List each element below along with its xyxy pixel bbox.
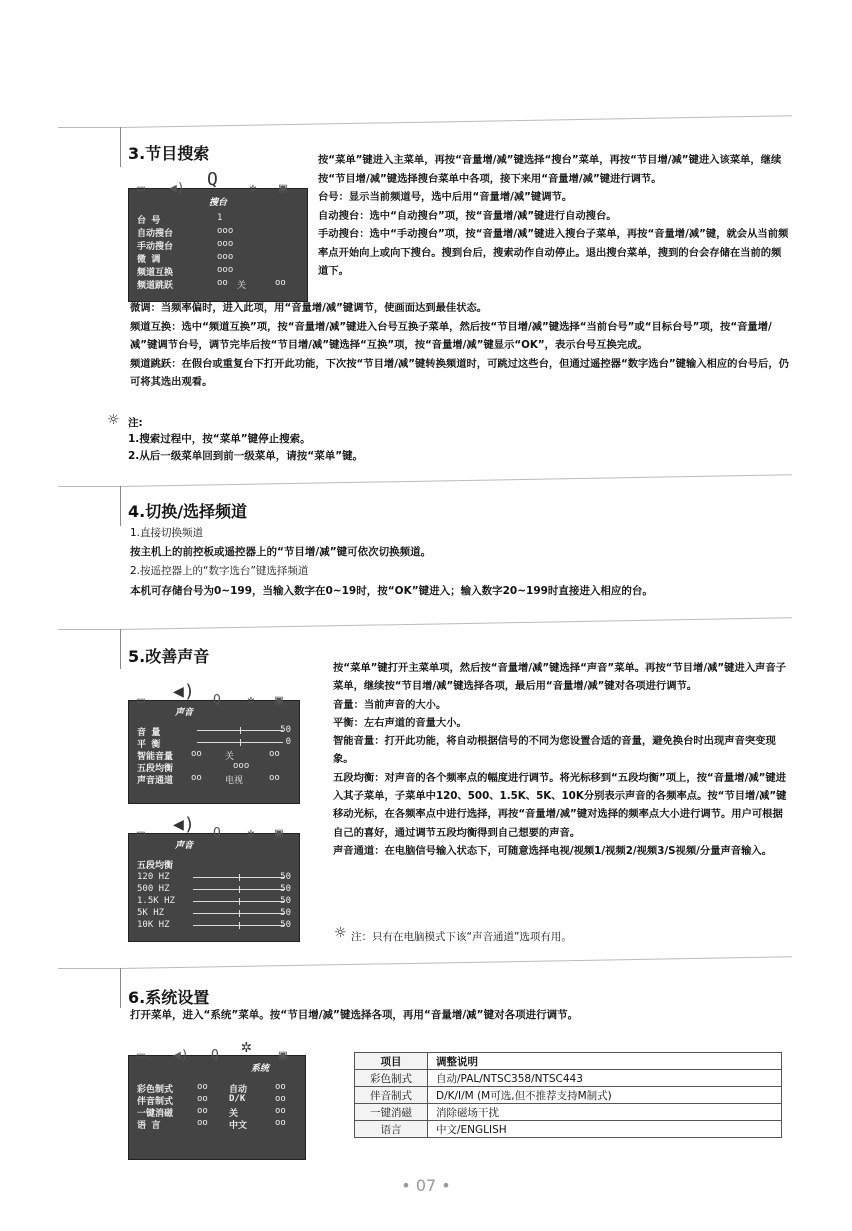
lightbulb-icon: ☼ [334,925,347,941]
menu-row-label: 微 调 [137,255,161,265]
menu-row-value: 关 [237,281,247,291]
menu-row-value: ooo [217,226,234,236]
menu-row [137,896,293,907]
paragraph-text: ：左右声道的音量大小。 [353,716,467,729]
menu-row [137,884,293,895]
paragraph-term: 微调 [130,302,151,314]
menu-row-value: 0 [285,737,291,747]
menu-row-value: oo [275,278,286,288]
menu-row-label: 语 言 [137,1121,161,1131]
menu-row [137,737,293,748]
menu-row-value: oo [275,1082,286,1092]
section-divider [58,127,120,128]
menu-row-value: 50 [280,884,291,894]
table-row [355,1121,782,1138]
arrow-left-icon: oo [191,773,202,783]
search-icon: Q [207,169,218,190]
page-number: • 07 • [401,1176,451,1195]
speaker-icon: ◀) [173,681,195,702]
menu-row-value: oo [197,1094,208,1104]
search-icon: Q [213,693,221,708]
paragraph-term: 五段均衡 [333,771,375,784]
paragraph [130,318,790,355]
speaker-icon: ◀) [169,181,185,196]
paragraph [333,769,788,842]
paragraph [318,225,790,281]
menu-row-value: 关 [229,1109,239,1119]
section-divider [58,968,120,969]
table-value-cell: D/K/I/M (M可选,但不推荐支持M制式) [428,1087,782,1104]
menu-row-value: oo [275,1118,286,1128]
note-item: 1.搜索过程中，按“菜单”键停止搜索。 [128,433,311,445]
speaker-icon: ◀) [173,814,195,835]
section-title: 3.节目搜索 [128,144,210,163]
table-row [355,1087,782,1104]
speaker-icon: ◀) [173,1048,189,1063]
menu-row-value: 50 [280,920,291,930]
s5-note: 注：只有在电脑模式下该“声音通道”选项有用。 [351,931,572,943]
lightbulb-icon: ☼ [107,412,120,428]
menu-title: 声音 [175,841,194,851]
menu-row-label: 五段均衡 [137,764,174,774]
menu-row-label: 10K HZ [137,920,170,930]
search-icon: Q [211,1048,219,1063]
menu-row-value: 50 [280,908,291,918]
menu-row [137,761,293,772]
paragraph [130,355,790,392]
paragraph-text: ：选中“频道互换”项，按“音量增/减”键进入台号互换子菜单，然后按“节目增/减”键选择“当前台号”或“目标台号”项，按“音量增/减”键调节台号，调节完毕后按“节目增/减”键选择“互换”项，按“音量增/减”键显示“OK”，表示台号互换完成。 [130,320,772,351]
menu-row-value: ooo [217,252,234,262]
menu-row-value: 50 [280,896,291,906]
section-title: 6.系统设置 [128,988,210,1007]
s4-line: 按主机上的前控板或遥控器上的“节目增/减”键可依次切换频道。 [130,546,432,558]
section-divider [120,474,792,487]
s4-line: 本机可存储台号为0~199，当输入数字在0~19时，按“OK”键进入；输入数字20~199时直接进入相应的台。 [130,585,653,597]
section-tick [120,127,121,167]
menu-slider [193,889,285,890]
menu-row-label: 频道跳跃 [137,281,174,291]
paragraph-text: ：显示当前频道号，选中后用“音量增/减”键调节。 [338,191,573,203]
menu-row-label: 彩色制式 [137,1085,174,1095]
menu-row-label: 台 号 [137,216,161,226]
table-row [355,1070,782,1087]
picture-icon: ▭ [137,826,145,841]
menu-row-label: 手动搜台 [137,242,174,252]
menu-row [137,265,301,276]
menu-slider [193,913,285,914]
paragraph-text: ：当前声音的大小。 [353,698,447,711]
paragraph-term: 平衡 [333,716,354,729]
paragraph-text: ：在电脑信号输入状态下，可随意选择电视/视频1/视频2/视频3/S视频/分量声音输入。 [374,844,772,857]
menu-slider [193,877,285,878]
paragraph-term: 频道跳跃 [130,357,172,370]
paragraph [333,842,788,860]
s4-line: 2.按遥控器上的“数字选台”键选择频道 [130,565,309,577]
menu-row [137,226,301,237]
menu-row-value: ooo [233,761,250,771]
menu-row-value: 1 [217,213,223,223]
menu-row-label: 500 HZ [137,884,170,894]
table-value-cell: 中文/ENGLISH [428,1121,782,1138]
menu-row [137,725,293,736]
gear-icon: ✲ [247,693,255,708]
menu-row [137,1118,299,1129]
menu-row-label: 5K HZ [137,908,165,918]
menu-row-label: 自动搜台 [137,229,174,239]
menu-title: 声音 [175,708,194,718]
menu-row-label: 伴音制式 [137,1097,174,1107]
menu-row-value: oo [197,1082,208,1092]
menu-row-label: 平 衡 [137,740,161,750]
arrow-left-icon: oo [191,749,202,759]
paragraph-term: 声音通道 [333,844,375,857]
table-key-cell: 一键消磁 [355,1104,428,1121]
section-title: 5.改善声音 [128,647,210,666]
menu-row-label: 1.5K HZ [137,896,175,906]
menu-row-label: 智能音量 [137,752,174,762]
menu-row-value: ooo [217,239,234,249]
menu-header: 五段均衡 [137,861,174,871]
menu-row [137,749,293,760]
arrow-right-icon: oo [269,773,280,783]
table-header-cell: 项目 [355,1053,428,1070]
gear-icon: ✲ [241,1036,252,1057]
s6-intro: 打开菜单，进入“系统”菜单。按“节目增/减”键选择各项，再用“音量增/减”键对各项进行调节。 [130,1009,579,1021]
menu-row-label: 声音通道 [137,776,174,786]
menu-row-label: 120 HZ [137,872,170,882]
menu-row-value: oo [275,1094,286,1104]
equalizer-menu-osd [128,814,300,942]
menu-row-value: 电视 [225,776,244,786]
table-key-cell: 伴音制式 [355,1087,428,1104]
section-divider [58,486,120,487]
menu-row-label: 音 量 [137,728,161,738]
table-key-cell: 语言 [355,1121,428,1138]
table-value-cell: 自动/PAL/NTSC358/NTSC443 [428,1070,782,1087]
menu-title: 搜台 [209,198,228,208]
picture-icon: ▭ [137,693,145,708]
menu-row [137,920,293,931]
paragraph-text: ：打开此功能，将自动根据信号的不同为您设置合适的音量，避免换台时出现声音突变现象。 [333,735,776,766]
paragraph [318,188,790,207]
paragraph [333,696,788,714]
note-item: 2.从后一级菜单回到前一级菜单，请按“菜单”键。 [128,450,364,462]
picture-icon: ▭ [137,1048,145,1063]
menu-slider [197,742,283,743]
menu-row [137,278,301,289]
paragraph [318,207,790,226]
menu-row-value: ooo [217,265,234,275]
paragraph [318,151,790,188]
system-menu-osd [128,1036,306,1160]
section-divider [120,115,792,128]
section-tick [120,629,121,669]
table-header-row [355,1053,782,1070]
paragraph-text: 按“菜单”键进入主菜单，再按“音量增/减”键选择“搜台”菜单，再按“节目增/减”键进入该菜单，继续按“节目增/减”键选择搜台菜单中各项，接下来用“音量增/减”键进行调节。 [318,154,782,185]
menu-title: 系统 [251,1064,270,1074]
paragraph-term: 台号 [318,191,339,203]
paragraph-term: 音量 [333,698,354,711]
briefcase-icon: ▣ [279,181,287,196]
menu-row-value: 自动 [229,1085,248,1095]
paragraph [333,659,788,696]
menu-row [137,1082,299,1093]
menu-row-label: 一键消磁 [137,1109,174,1119]
paragraph-text: ：选中“自动搜台”项，按“音量增/减”键进行自动搜台。 [359,209,617,222]
gear-icon: ✲ [247,826,255,841]
section-tick [120,968,121,1008]
menu-row [137,239,301,250]
table-key-cell: 彩色制式 [355,1070,428,1087]
paragraph-text: ：在假台或重复台下打开此功能，下次按“节目增/减”键转换频道时，可跳过这些台，但通过遥控器“数字选台”键输入相应的台号后，仍可将其选出观看。 [130,357,789,388]
arrow-right-icon: oo [269,749,280,759]
search-icon: Q [213,826,221,841]
table-value-cell: 消除磁场干扰 [428,1104,782,1121]
menu-row-value: D/K [229,1094,246,1104]
menu-row-value: 50 [280,725,291,735]
menu-row-value: oo [197,1106,208,1116]
menu-row-value: 关 [225,752,235,762]
s4-line: 1.直接切换频道 [130,527,204,539]
paragraph-term: 智能音量 [333,735,375,748]
paragraph-term: 频道互换 [130,320,172,333]
paragraph-text: ：当频率偏时，进入此项，用“音量增/减”键调节，使画面达到最佳状态。 [150,302,488,314]
briefcase-icon: ▣ [275,693,283,708]
paragraph-text: 按“菜单”键打开主菜单项，然后按“音量增/减”键选择“声音”菜单。再按“节目增/减”键进入声音子菜单，继续按“节目增/减”键选择各项，最后用“音量增/减”键对各项进行调节。 [333,662,786,693]
menu-row-label: 频道互换 [137,268,174,278]
menu-row-value: oo [275,1106,286,1116]
search-menu-osd [128,169,308,302]
paragraph-text: ：对声音的各个频率点的幅度进行调节。将光标移到“五段均衡”项上，按“音量增/减”键进入其子菜单，子菜单中120、500、1.5K、5K、10K分别表示声音的各频率点。按“节目增/减”键移动光标，在各频率点中进行选择，再按“音量增/减”键对选择的频率点大小进行调节。用户可根据自己的喜好，通过调节五段均衡得到自己想要的声音。 [333,771,787,839]
section-divider [120,617,792,630]
menu-row [137,773,293,784]
menu-row-value: 中文 [229,1121,248,1131]
paragraph-term: 自动搜台 [318,209,360,222]
paragraph-text: ：选中“手动搜台”项，按“音量增/减”键进入搜台子菜单，再按“音量增/减”键，就会从当前频率点开始向上或向下搜台。搜到台后，搜索动作自动停止。退出搜台菜单，搜到的台会存储在当前的频道下。 [318,228,789,277]
menu-slider [193,901,285,902]
menu-row-value: oo [217,278,228,288]
system-settings-table [354,1052,782,1138]
menu-row [137,908,293,919]
menu-row-value: 50 [280,872,291,882]
menu-slider [197,730,283,731]
briefcase-icon: ▣ [279,1048,287,1063]
menu-row [137,213,301,224]
paragraph [333,732,788,769]
menu-row [137,872,293,883]
table-header-cell: 调整说明 [428,1053,782,1070]
sound-menu-osd [128,681,300,804]
table-row [355,1104,782,1121]
section-title: 4.切换/选择频道 [128,502,248,521]
menu-row [137,252,301,263]
section-divider [120,956,792,969]
gear-icon: ✲ [249,181,257,196]
menu-row [137,1094,299,1105]
section-divider [58,629,120,630]
menu-slider [193,925,285,926]
paragraph [333,714,788,732]
picture-icon: ▭ [137,181,145,196]
paragraph [130,299,790,318]
section-tick [120,486,121,526]
paragraph-term: 手动搜台 [318,228,360,240]
briefcase-icon: ▣ [275,826,283,841]
note-label: 注: [128,417,143,429]
menu-row [137,1106,299,1117]
menu-row-value: oo [197,1118,208,1128]
